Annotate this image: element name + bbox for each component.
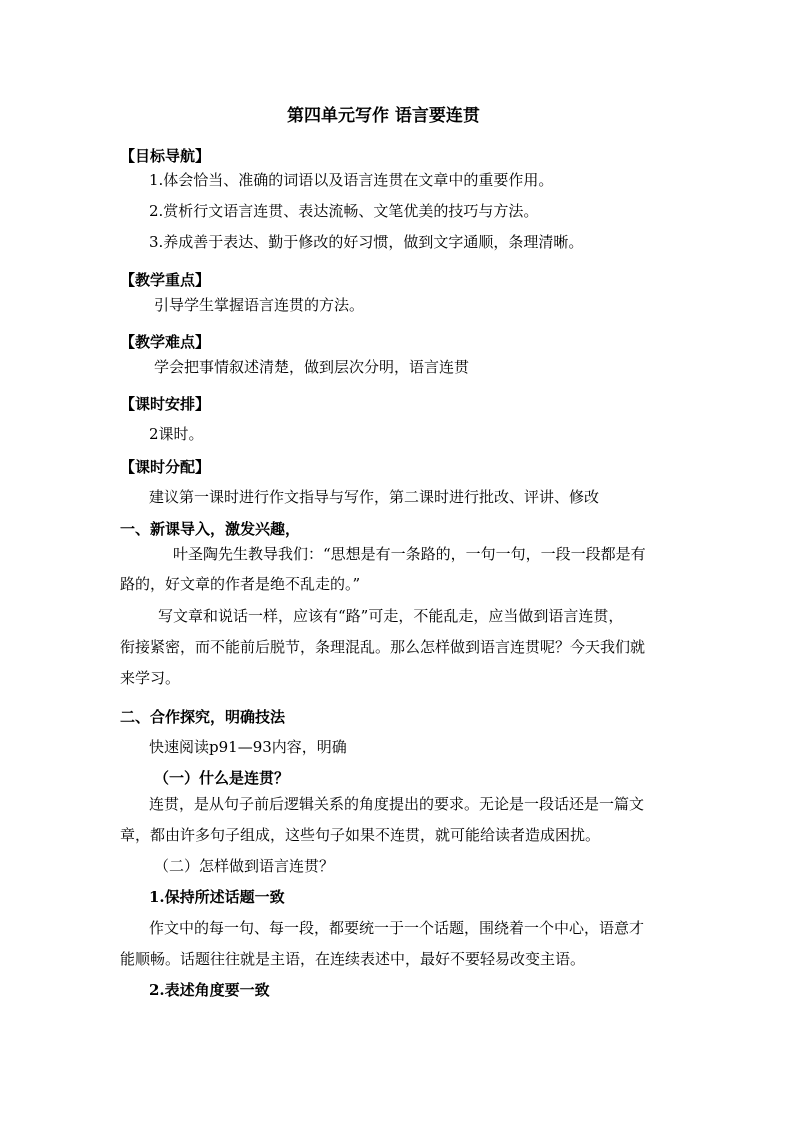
question-1-text-line1: 连贯，是从句子前后逻辑关系的角度提出的要求。无论是一段话还是一篇文	[149, 795, 645, 813]
page-title: 第四单元写作 语言要连贯	[287, 106, 480, 126]
goal-item-2: 2.赏析行文语言连贯、表达流畅、文笔优美的技巧与方法。	[149, 202, 539, 220]
part1-para1-line2: 路的，好文章的作者是绝不乱走的。”	[120, 575, 361, 593]
method-1-text-line2: 能顺畅。话题往往就是主语，在连续表述中，最好不要轻易改变主语。	[120, 950, 586, 968]
method-1-heading: 1.保持所述话题一致	[149, 888, 285, 906]
part2-heading: 二、合作探究，明确技法	[120, 708, 286, 726]
difficulties-text: 学会把事情叙述清楚，做到层次分明，语言连贯	[154, 358, 470, 376]
method-2-heading: 2.表述角度要一致	[149, 981, 270, 999]
goal-item-1: 1.体会恰当、准确的词语以及语言连贯在文章中的重要作用。	[149, 171, 554, 189]
schedule-heading: 【课时安排】	[120, 395, 211, 413]
question-1-heading: （一）什么是连贯？	[154, 769, 290, 787]
schedule-text: 2课时。	[149, 425, 204, 443]
part1-para2-line2: 衔接紧密，而不能前后脱节，条理混乱。那么怎样做到语言连贯呢？今天我们就	[120, 638, 646, 656]
part1-para1-line1: 叶圣陶先生教导我们：“思想是有一条路的，一句一句，一段一段都是有	[173, 545, 646, 563]
allocation-heading: 【课时分配】	[120, 458, 211, 476]
part2-intro: 快速阅读p91—93内容，明确	[149, 738, 347, 756]
part1-heading: 一、新课导入，激发兴趣，	[120, 520, 301, 538]
question-1-text-line2: 章，都由许多句子组成，这些句子如果不连贯，就可能给读者造成困扰。	[120, 826, 601, 844]
goal-item-3: 3.养成善于表达、勤于修改的好习惯，做到文字通顺，条理清晰。	[149, 233, 584, 251]
part1-para2-line1: 写文章和说话一样，应该有“路”可走，不能乱走，应当做到语言连贯，	[158, 607, 624, 625]
part1-para2-line3: 来学习。	[120, 669, 181, 687]
key-points-text: 引导学生掌握语言连贯的方法。	[154, 296, 365, 314]
method-1-text-line1: 作文中的每一句、每一段，都要统一于一个话题，围绕着一个中心，语意才	[149, 919, 645, 937]
question-2-heading: （二）怎样做到语言连贯？	[154, 857, 335, 875]
key-points-heading: 【教学重点】	[120, 271, 211, 289]
difficulties-heading: 【教学难点】	[120, 333, 211, 351]
allocation-text: 建议第一课时进行作文指导与写作，第二课时进行批改、评讲、修改	[149, 488, 600, 506]
goals-heading: 【目标导航】	[120, 147, 211, 165]
